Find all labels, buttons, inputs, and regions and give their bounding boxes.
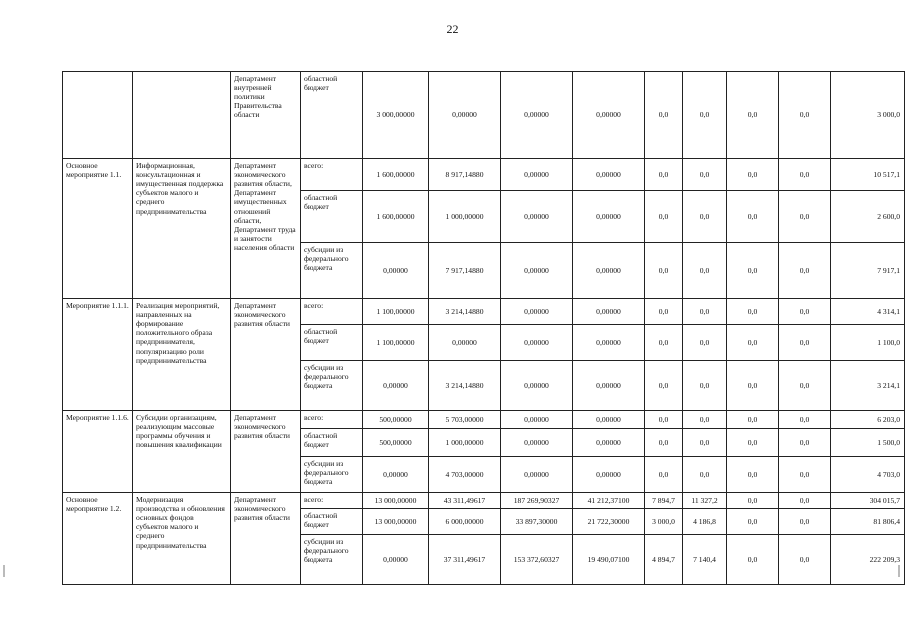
value-cell: 500,00000: [363, 429, 429, 457]
value-cell: 187 269,90327: [501, 493, 573, 509]
funding-source-cell: субсидии из федерального бюджета: [301, 361, 363, 411]
total-value-cell: 1 100,0: [831, 325, 905, 361]
event-name-cell: Модернизация производства и обновления основных фондов субъектов малого и среднего предпринимательства: [133, 493, 231, 585]
department-cell: Департамент внутренней политики Правительства области: [231, 72, 301, 159]
event-name-cell: Субсидии организациям, реализующим массовые программы обучения и повышения квалификации: [133, 411, 231, 493]
value-cell: 3 000,00000: [363, 72, 429, 159]
value-cell: 0,00000: [573, 411, 645, 429]
funding-source-cell: субсидии из федерального бюджета: [301, 535, 363, 585]
value-cell: 0,0: [779, 411, 831, 429]
value-cell: 0,0: [779, 243, 831, 299]
value-cell: 0,0: [683, 325, 727, 361]
funding-source-cell: всего:: [301, 411, 363, 429]
value-cell: 0,0: [645, 429, 683, 457]
funding-source-cell: областной бюджет: [301, 191, 363, 243]
value-cell: 8 917,14880: [429, 159, 501, 191]
value-cell: 0,00000: [573, 299, 645, 325]
value-cell: 13 000,00000: [363, 493, 429, 509]
funding-source-cell: областной бюджет: [301, 72, 363, 159]
value-cell: 0,0: [645, 191, 683, 243]
scan-edge-mark-left: [3, 565, 5, 577]
value-cell: 0,0: [779, 361, 831, 411]
value-cell: 1 100,00000: [363, 299, 429, 325]
value-cell: 0,0: [727, 493, 779, 509]
value-cell: 0,00000: [573, 361, 645, 411]
event-cell: Мероприятие 1.1.1.: [63, 299, 133, 411]
value-cell: 5 703,00000: [429, 411, 501, 429]
value-cell: 0,0: [779, 325, 831, 361]
value-cell: 0,00000: [363, 457, 429, 493]
department-cell: Департамент экономического развития области: [231, 493, 301, 585]
value-cell: 0,0: [779, 299, 831, 325]
value-cell: 0,0: [779, 493, 831, 509]
event-cell: Основное мероприятие 1.1.: [63, 159, 133, 299]
department-cell: Департамент экономического развития области, Департамент имущественных отношений области, Департамент труда и занятости населения области: [231, 159, 301, 299]
value-cell: 1 000,00000: [429, 429, 501, 457]
value-cell: 0,00000: [501, 159, 573, 191]
value-cell: 0,00000: [573, 457, 645, 493]
value-cell: 19 490,07100: [573, 535, 645, 585]
value-cell: 1 000,00000: [429, 191, 501, 243]
value-cell: 0,0: [727, 299, 779, 325]
value-cell: 0,0: [645, 72, 683, 159]
value-cell: 0,0: [779, 429, 831, 457]
value-cell: 0,0: [727, 159, 779, 191]
value-cell: 13 000,00000: [363, 509, 429, 535]
funding-source-cell: областной бюджет: [301, 325, 363, 361]
value-cell: 3 000,0: [645, 509, 683, 535]
value-cell: 0,0: [645, 411, 683, 429]
value-cell: 0,00000: [363, 243, 429, 299]
value-cell: 0,0: [683, 159, 727, 191]
value-cell: 0,0: [683, 457, 727, 493]
event-cell: [63, 72, 133, 159]
value-cell: 0,0: [645, 299, 683, 325]
table-row: [63, 72, 905, 159]
value-cell: 0,0: [645, 457, 683, 493]
total-value-cell: 2 600,0: [831, 191, 905, 243]
value-cell: 33 897,30000: [501, 509, 573, 535]
total-value-cell: 3 214,1: [831, 361, 905, 411]
value-cell: 0,00000: [501, 191, 573, 243]
total-value-cell: 81 806,4: [831, 509, 905, 535]
value-cell: 1 600,00000: [363, 159, 429, 191]
value-cell: 4 894,7: [645, 535, 683, 585]
value-cell: 1 100,00000: [363, 325, 429, 361]
total-value-cell: 6 203,0: [831, 411, 905, 429]
value-cell: 37 311,49617: [429, 535, 501, 585]
value-cell: 0,00000: [363, 361, 429, 411]
value-cell: 0,00000: [429, 325, 501, 361]
value-cell: 7 140,4: [683, 535, 727, 585]
funding-source-cell: всего:: [301, 493, 363, 509]
value-cell: 0,0: [727, 325, 779, 361]
value-cell: 0,0: [779, 72, 831, 159]
value-cell: 7 894,7: [645, 493, 683, 509]
total-value-cell: 10 517,1: [831, 159, 905, 191]
page-number: 22: [446, 22, 459, 36]
value-cell: 500,00000: [363, 411, 429, 429]
value-cell: 0,00000: [501, 429, 573, 457]
value-cell: 0,0: [779, 457, 831, 493]
value-cell: 0,0: [727, 191, 779, 243]
value-cell: 0,0: [683, 72, 727, 159]
value-cell: 0,00000: [501, 411, 573, 429]
event-name-cell: Реализация мероприятий, направленных на формирование положительного образа предпринимателя, популяризацию роли предпринимательства: [133, 299, 231, 411]
value-cell: 21 722,30000: [573, 509, 645, 535]
event-name-cell: Информационная, консультационная и имущественная поддержка субъектов малого и среднего предпринимательства: [133, 159, 231, 299]
event-cell: Основное мероприятие 1.2.: [63, 493, 133, 585]
department-cell: Департамент экономического развития области: [231, 299, 301, 411]
total-value-cell: 7 917,1: [831, 243, 905, 299]
value-cell: 0,0: [727, 509, 779, 535]
funding-source-cell: областной бюджет: [301, 509, 363, 535]
value-cell: 41 212,37100: [573, 493, 645, 509]
value-cell: 4 703,00000: [429, 457, 501, 493]
value-cell: 0,00000: [573, 429, 645, 457]
value-cell: 0,0: [683, 299, 727, 325]
value-cell: 0,0: [645, 159, 683, 191]
value-cell: 0,00000: [429, 72, 501, 159]
value-cell: 0,0: [727, 72, 779, 159]
total-value-cell: 1 500,0: [831, 429, 905, 457]
value-cell: 3 214,14880: [429, 361, 501, 411]
value-cell: 0,00000: [573, 191, 645, 243]
value-cell: 0,0: [727, 429, 779, 457]
value-cell: 0,00000: [501, 72, 573, 159]
value-cell: 0,0: [645, 361, 683, 411]
value-cell: 0,00000: [573, 243, 645, 299]
funding-source-cell: всего:: [301, 299, 363, 325]
value-cell: 0,00000: [501, 243, 573, 299]
value-cell: 0,00000: [501, 325, 573, 361]
table-row: [63, 159, 905, 191]
department-cell: Департамент экономического развития области: [231, 411, 301, 493]
funding-source-cell: областной бюджет: [301, 429, 363, 457]
table-row: [63, 493, 905, 509]
table-row: [63, 411, 905, 429]
value-cell: 0,00000: [363, 535, 429, 585]
value-cell: 0,0: [727, 243, 779, 299]
value-cell: 7 917,14880: [429, 243, 501, 299]
value-cell: 0,0: [779, 509, 831, 535]
value-cell: 0,0: [727, 457, 779, 493]
value-cell: 0,0: [683, 411, 727, 429]
value-cell: 153 372,60327: [501, 535, 573, 585]
value-cell: 0,0: [683, 243, 727, 299]
value-cell: 0,0: [779, 535, 831, 585]
value-cell: 43 311,49617: [429, 493, 501, 509]
value-cell: 6 000,00000: [429, 509, 501, 535]
value-cell: 0,00000: [501, 361, 573, 411]
value-cell: 0,00000: [573, 325, 645, 361]
value-cell: 4 186,8: [683, 509, 727, 535]
table-row: [63, 299, 905, 325]
value-cell: 0,0: [727, 411, 779, 429]
value-cell: 3 214,14880: [429, 299, 501, 325]
value-cell: 0,0: [779, 191, 831, 243]
total-value-cell: 4 314,1: [831, 299, 905, 325]
value-cell: 0,0: [683, 361, 727, 411]
value-cell: 0,00000: [501, 457, 573, 493]
value-cell: 0,0: [645, 325, 683, 361]
value-cell: 0,00000: [501, 299, 573, 325]
event-name-cell: [133, 72, 231, 159]
value-cell: 0,0: [779, 159, 831, 191]
total-value-cell: 304 015,7: [831, 493, 905, 509]
funding-source-cell: субсидии из федерального бюджета: [301, 457, 363, 493]
total-value-cell: 222 209,3: [831, 535, 905, 585]
value-cell: 0,00000: [573, 72, 645, 159]
funding-source-cell: всего:: [301, 159, 363, 191]
value-cell: 0,00000: [573, 159, 645, 191]
value-cell: 1 600,00000: [363, 191, 429, 243]
total-value-cell: 4 703,0: [831, 457, 905, 493]
budget-table: [62, 71, 905, 585]
value-cell: 0,0: [683, 429, 727, 457]
value-cell: 0,0: [645, 243, 683, 299]
total-value-cell: 3 000,0: [831, 72, 905, 159]
value-cell: 0,0: [683, 191, 727, 243]
value-cell: 11 327,2: [683, 493, 727, 509]
value-cell: 0,0: [727, 361, 779, 411]
value-cell: 0,0: [727, 535, 779, 585]
funding-source-cell: субсидии из федерального бюджета: [301, 243, 363, 299]
event-cell: Мероприятие 1.1.6.: [63, 411, 133, 493]
